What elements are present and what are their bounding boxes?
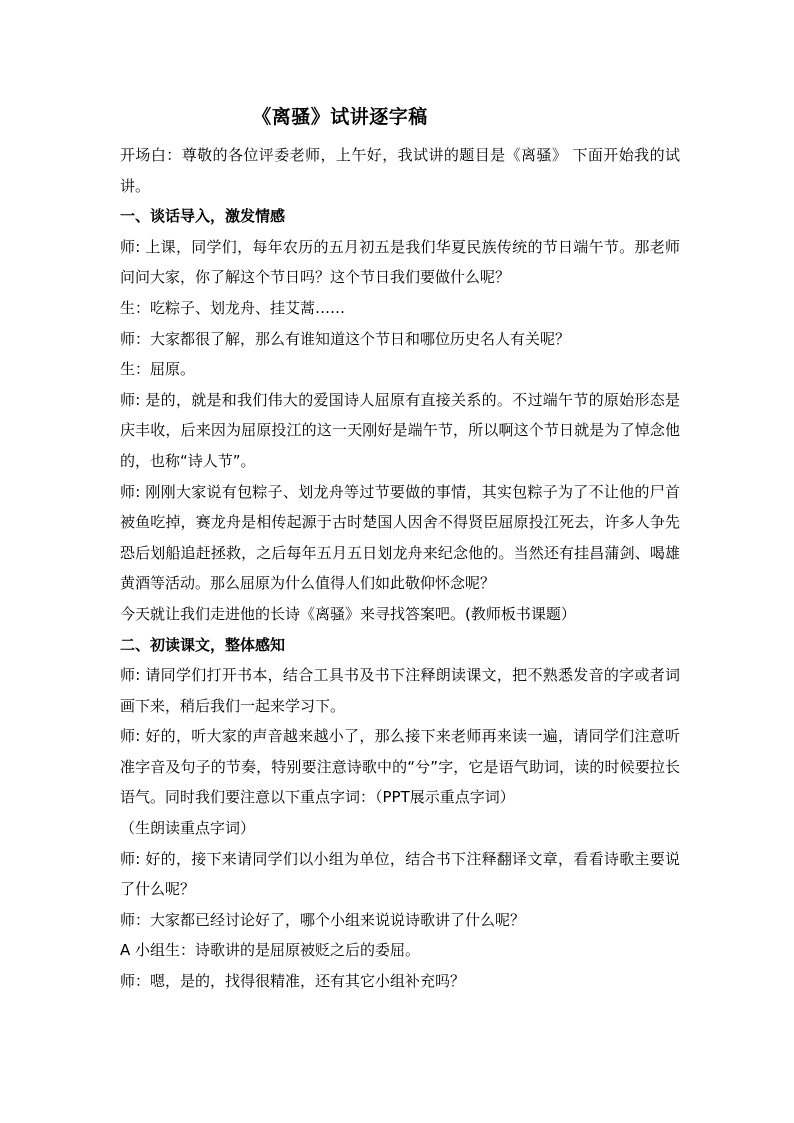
- dialogue-paragraph: 师：大家都已经讨论好了，哪个小组来说说诗歌讲了什么呢？: [120, 910, 526, 929]
- dialogue-paragraph: 师: 上课，同学们，每年农历的五月初五是我们华夏民族传统的节日端午节。那老师问问大家，你了解这个节日吗？这个节日我们要做什么呢？: [120, 237, 680, 287]
- opening-paragraph: 开场白：尊敬的各位评委老师，上午好，我试讲的题目是《离骚》 下面开始我的试讲。: [120, 146, 680, 195]
- dialogue-paragraph: 师: 请同学们打开书本，结合工具书及书下注释朗读课文，把不熟悉发音的字或者词画下来，稍后我们一起来学习下。: [120, 666, 680, 715]
- dialogue-paragraph: 今天就让我们走进他的长诗《离骚》来寻找答案吧。(教师板书课题）: [120, 604, 576, 623]
- dialogue-paragraph: 生：屈原。: [120, 360, 196, 379]
- document-body: [120, 140, 680, 997]
- dialogue-paragraph: 师：嗯，是的，找得很精准，还有其它小组补充吗？: [120, 972, 466, 991]
- dialogue-paragraph: A 小组生：诗歌讲的是屈原被贬之后的委屈。: [120, 941, 421, 960]
- dialogue-paragraph: 师：大家都很了解，那么有谁知道这个节日和哪位历史名人有关呢？: [120, 329, 571, 348]
- dialogue-paragraph: （生朗读重点字词）: [120, 819, 256, 838]
- section-heading-1: 一、谈话导入，激发情感: [120, 207, 286, 226]
- section-heading-2: 二、初读课文，整体感知: [120, 635, 286, 654]
- dialogue-paragraph: 师: 好的，接下来请同学们以小组为单位，结合书下注释翻译文章，看看诗歌主要说了什么呢？: [120, 849, 680, 899]
- dialogue-paragraph: 师: 是的，就是和我们伟大的爱国诗人屈原有直接关系的。不过端午节的原始形态是庆丰收，后来因为屈原投江的这一天刚好是端午节，所以啊这个节日就是为了悼念他的，也称“诗人节”。: [120, 390, 680, 470]
- dialogue-paragraph: 师: 好的，听大家的声音越来越小了，那么接下来老师再来读一遍，请同学们注意听准字音及句子的节奏，特别要注意诗歌中的“兮”字，它是语气助词，读的时候要拉长语气。同时我们要注意以下重点字词：（PPT展示重点字词）: [120, 727, 680, 807]
- document-title: 《离骚》试讲逐字稿: [252, 106, 428, 128]
- dialogue-paragraph: 师: 刚刚大家说有包粽子、划龙舟等过节要做的事情，其实包粽子为了不让他的尸首被鱼吃掉，赛龙舟是相传起源于古时楚国人因舍不得贤臣屈原投江死去，许多人争先恐后划船追赶拯救，之后每年五月五日划龙舟来纪念他的。当然还有挂昌蒲剑、喝雄黄酒等活动。那么屈原为什么值得人们如此敬仰怀念呢？: [120, 482, 680, 593]
- dialogue-paragraph: 生：吃粽子、划龙舟、挂艾蒿……: [120, 298, 346, 317]
